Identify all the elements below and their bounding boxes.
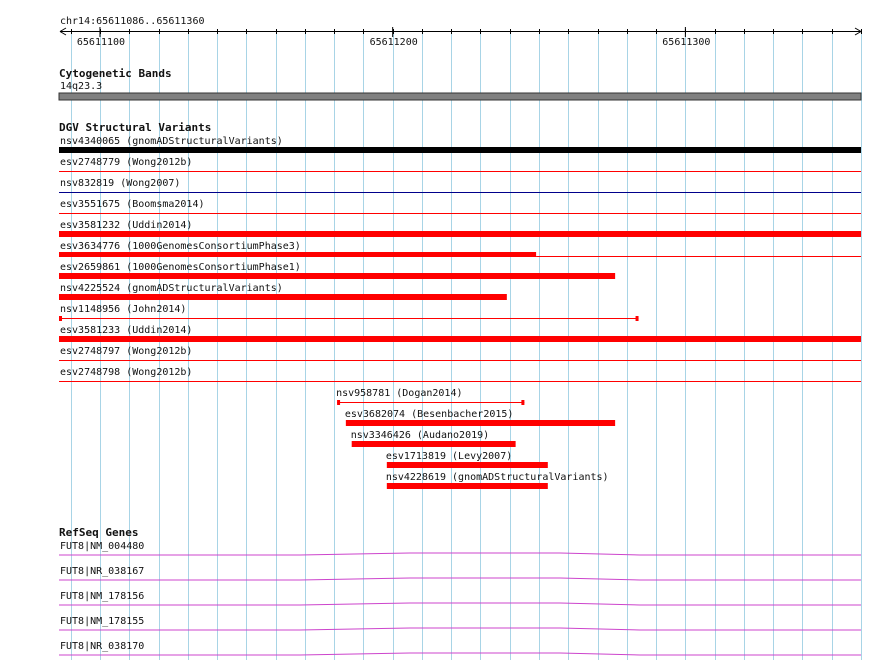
variant-label: esv3551675 (Boomsma2014) xyxy=(60,199,205,210)
variant-feature[interactable] xyxy=(386,472,609,489)
gene-label: FUT8|NR_038167 xyxy=(60,566,145,577)
variant-end-cap xyxy=(521,400,524,405)
dgv-features xyxy=(59,136,861,489)
gene-feature[interactable] xyxy=(59,641,861,655)
variant-feature[interactable] xyxy=(345,409,615,426)
refseq-track-title: RefSeq Genes xyxy=(59,526,139,539)
dgv-track xyxy=(59,121,861,489)
variant-bar[interactable] xyxy=(59,294,507,300)
cytoband-bar[interactable] xyxy=(59,93,861,100)
variant-feature[interactable] xyxy=(59,304,639,321)
variant-feature[interactable] xyxy=(386,451,548,468)
variant-label: esv3634776 (1000GenomesConsortiumPhase3) xyxy=(60,241,301,252)
ruler-location: chr14:65611086..65611360 xyxy=(60,16,205,27)
variant-end-cap xyxy=(59,316,62,321)
variant-label: nsv958781 (Dogan2014) xyxy=(336,388,463,399)
ruler-tick-label: 65611300 xyxy=(662,37,711,48)
variant-feature[interactable] xyxy=(59,157,861,172)
dgv-track-title: DGV Structural Variants xyxy=(59,121,212,134)
gene-line[interactable] xyxy=(59,628,861,630)
ruler-axis xyxy=(60,28,862,35)
gene-feature[interactable] xyxy=(59,566,861,580)
variant-feature[interactable] xyxy=(59,262,615,279)
gene-features xyxy=(59,541,861,655)
gene-line[interactable] xyxy=(59,578,861,580)
variant-bar[interactable] xyxy=(352,441,516,447)
variant-feature[interactable] xyxy=(59,136,861,153)
variant-label: nsv4340065 (gnomADStructuralVariants) xyxy=(60,136,283,147)
variant-label: esv3581232 (Uddin2014) xyxy=(60,220,193,231)
variant-label: esv2659861 (1000GenomesConsortiumPhase1) xyxy=(60,262,301,273)
variant-end-cap xyxy=(636,316,639,321)
variant-feature[interactable] xyxy=(59,367,861,382)
variant-feature[interactable] xyxy=(59,220,861,237)
gene-label: FUT8|NM_178156 xyxy=(60,591,145,602)
variant-label: nsv1148956 (John2014) xyxy=(60,304,187,315)
variant-label: esv2748779 (Wong2012b) xyxy=(60,157,193,168)
gene-feature[interactable] xyxy=(59,541,861,555)
gene-line[interactable] xyxy=(59,603,861,605)
cytoband-track-title: Cytogenetic Bands xyxy=(59,67,172,80)
refseq-track xyxy=(59,526,861,655)
variant-end-cap xyxy=(337,400,340,405)
gene-label: FUT8|NM_004480 xyxy=(60,541,145,552)
variant-label: esv1713819 (Levy2007) xyxy=(385,451,513,462)
variant-label: nsv4228619 (gnomADStructuralVariants) xyxy=(385,472,609,483)
variant-label: nsv3346426 (Audano2019) xyxy=(350,430,490,441)
variant-feature[interactable] xyxy=(59,346,861,361)
variant-bar[interactable] xyxy=(59,336,861,342)
variant-bar[interactable] xyxy=(59,147,861,153)
variant-label: esv3682074 (Besenbacher2015) xyxy=(344,409,514,420)
variant-bar[interactable] xyxy=(59,231,861,237)
variant-bar[interactable] xyxy=(59,273,615,279)
gene-line[interactable] xyxy=(59,653,861,655)
variant-feature[interactable] xyxy=(59,241,861,257)
variant-bar[interactable] xyxy=(59,252,536,257)
variant-bar[interactable] xyxy=(346,420,615,426)
variant-label: esv3581233 (Uddin2014) xyxy=(60,325,193,336)
ruler-tick-label: 65611200 xyxy=(369,37,418,48)
cytoband-name: 14q23.3 xyxy=(60,81,103,92)
variant-label: esv2748797 (Wong2012b) xyxy=(60,346,193,357)
variant-bar[interactable] xyxy=(387,462,548,468)
gene-feature[interactable] xyxy=(59,591,861,605)
variant-feature[interactable] xyxy=(59,325,861,342)
cytoband-track[interactable] xyxy=(59,67,861,100)
variant-feature[interactable] xyxy=(59,178,861,193)
variant-label: nsv4225524 (gnomADStructuralVariants) xyxy=(60,283,283,294)
variant-label: esv2748798 (Wong2012b) xyxy=(60,367,193,378)
variant-feature[interactable] xyxy=(59,199,861,214)
gene-line[interactable] xyxy=(59,553,861,555)
variant-feature[interactable] xyxy=(351,430,516,447)
variant-label: nsv832819 (Wong2007) xyxy=(60,178,181,189)
ruler xyxy=(60,16,862,48)
gene-label: FUT8|NM_178155 xyxy=(60,616,145,627)
variant-bar[interactable] xyxy=(387,483,548,489)
gene-feature[interactable] xyxy=(59,616,861,630)
gene-label: FUT8|NR_038170 xyxy=(60,641,145,652)
ruler-tick-label: 65611100 xyxy=(76,37,126,48)
variant-feature[interactable] xyxy=(59,283,507,300)
variant-feature[interactable] xyxy=(336,388,524,405)
